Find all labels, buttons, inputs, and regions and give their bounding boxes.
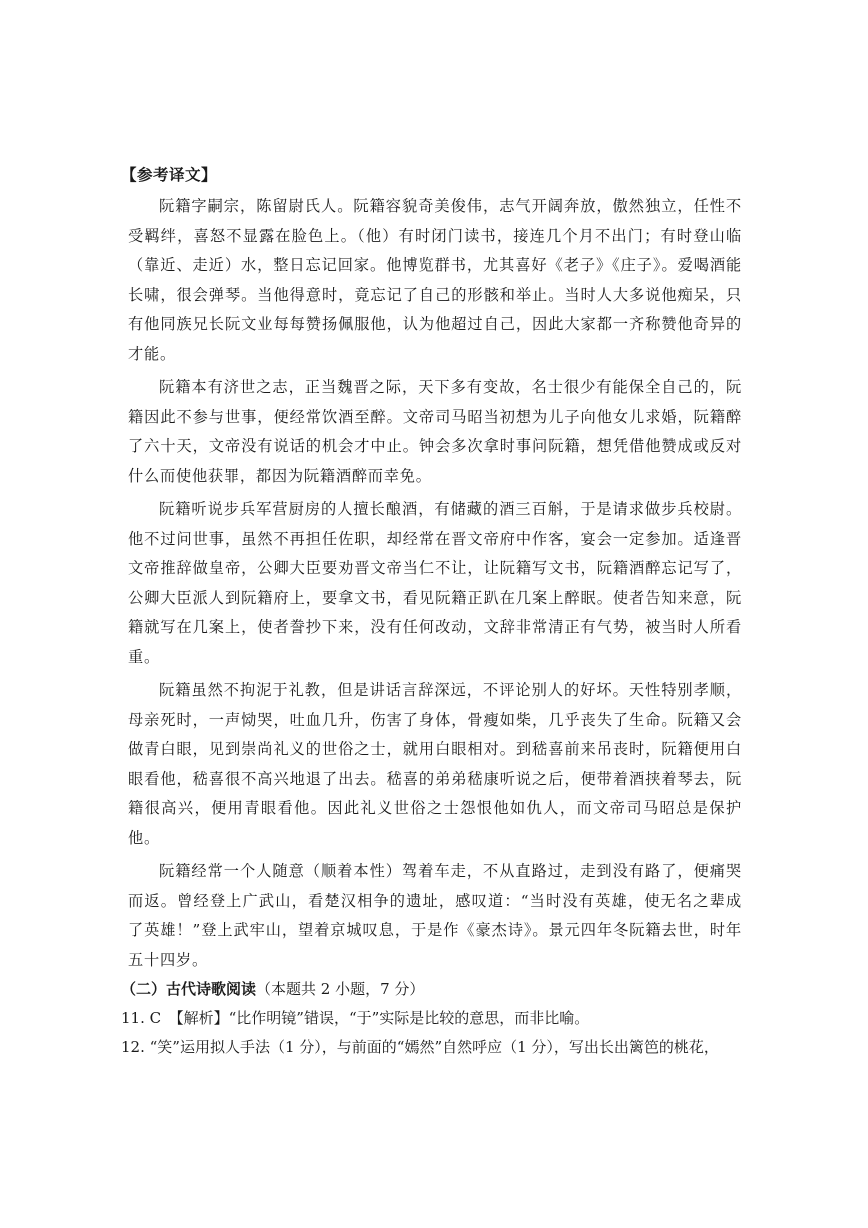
translation-paragraph-5: 阮籍经常一个人随意（顺着本性）驾着车走，不从直路过，走到没有路了，便痛哭而返。曾经登上广武山，看楚汉相争的遗址，感叹道：“当时没有英雄，使无名之辈成了英雄！”登上武牢山，望着京城叹息，于是作《豪杰诗》。景元四年冬阮籍去世，时年五十四岁。	[128, 862, 742, 969]
section-heading	[121, 975, 742, 1004]
translation-paragraph-2: 阮籍本有济世之志，正当魏晋之际，天下多有变故，名士很少有能保全自己的，阮籍因此不参与世事，便经常饮酒至醉。文帝司马昭当初想为儿子向他女儿求婚，阮籍醉了六十天，文帝没有说话的机会才中止。钟会多次拿时事问阮籍，想凭借他赞成或反对什么而使他获罪，都因为阮籍酒醉而幸免。	[128, 378, 742, 485]
translation-paragraph-3: 阮籍听说步兵军营厨房的人擅长酿酒，有储藏的酒三百斛，于是请求做步兵校尉。他不过问世事，虽然不再担任佐职，却经常在晋文帝府中作客，宴会一定参加。适逢晋文帝推辞做皇帝，公卿大臣要劝晋文帝当仁不让，让阮籍写文书，阮籍酒醉忘记写了，公卿大臣派人到阮籍府上，要拿文书，看见阮籍正趴在几案上醉眠。使者告知来意，阮籍就写在几案上，使者誊抄下来，没有任何改动，文辞非常清正有气势，被当时人所看重。	[128, 500, 742, 666]
answer-11: 11. C 【解析】“比作明镜”错误，“于”实际是比较的意思，而非比喻。	[121, 1009, 590, 1027]
section-note: （本题共 2 小题，7 分）	[256, 980, 425, 998]
document-body	[121, 163, 742, 1062]
answer-12: 12. “笑”运用拟人手法（1 分），与前面的“嫣然”自然呼应（1 分），写出长出篱笆的桃花，	[121, 1038, 719, 1056]
translation-paragraph-4: 阮籍虽然不拘泥于礼教，但是讲话言辞深远，不评论别人的好坏。天性特别孝顺，母亲死时，一声恸哭，吐血几升，伤害了身体，骨瘦如柴，几乎丧失了生命。阮籍又会做青白眼，见到崇尚礼义的世俗之士，就用白眼相对。到嵇喜前来吊丧时，阮籍便用白眼看他，嵇喜很不高兴地退了出去。嵇喜的弟弟嵇康听说之后，便带着酒挟着琴去，阮籍很高兴，便用青眼看他。因此礼义世俗之士怨恨他如仇人，而文帝司马昭总是保护他。	[128, 681, 742, 847]
reference-translation-heading: 【参考译文】	[121, 165, 218, 184]
section-title: （二）古代诗歌阅读	[121, 980, 257, 998]
translation-paragraph-1: 阮籍字嗣宗，陈留尉氏人。阮籍容貌奇美俊伟，志气开阔奔放，傲然独立，任性不受羁绊，喜怒不显露在脸色上。（他）有时闭门读书，接连几个月不出门；有时登山临（靠近、走近）水，整日忘记回家。他博览群书，尤其喜好《老子》《庄子》。爱喝酒能长啸，很会弹琴。当他得意时，竟忘记了自己的形骸和举止。当时人大多说他痴呆，只有他同族兄长阮文业每每赞扬佩服他，认为他超过自己，因此大家都一齐称赞他奇异的才能。	[128, 197, 742, 363]
